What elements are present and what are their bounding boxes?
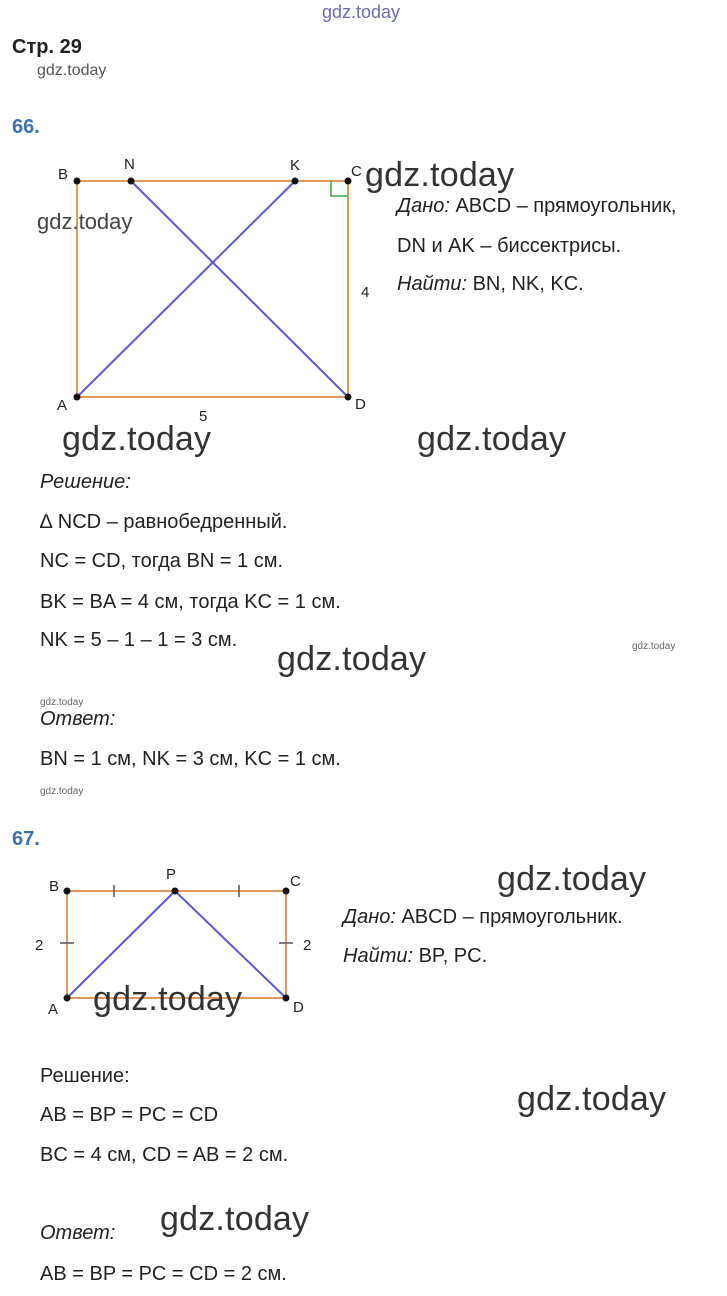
point-p	[172, 888, 179, 895]
problem-66-solution-label: Решение:	[40, 471, 131, 493]
point-a	[74, 394, 81, 401]
label-n: N	[124, 156, 135, 173]
watermark: gdz.today	[417, 420, 567, 458]
watermark: gdz.today	[37, 62, 107, 79]
problem-66-number: 66.	[12, 116, 40, 138]
label-c: C	[290, 873, 301, 890]
find-label: Найти:	[343, 945, 414, 967]
side-label-cd: 4	[361, 284, 370, 301]
watermark: gdz.today	[37, 209, 133, 234]
label-b: B	[49, 878, 60, 895]
point-b	[64, 888, 71, 895]
watermark: gdz.today	[160, 1200, 310, 1238]
given-label: Дано:	[397, 195, 450, 217]
point-b	[74, 178, 81, 185]
label-p: P	[166, 866, 177, 883]
problem-67-answer: AB = BP = PC = CD = 2 см.	[40, 1263, 287, 1285]
watermark: gdz.today	[62, 420, 212, 458]
problem-67-number: 67.	[12, 828, 40, 850]
problem-66-answer: BN = 1 см, NK = 3 см, KC = 1 см.	[40, 748, 341, 770]
point-c	[283, 888, 290, 895]
watermark: gdz.today	[277, 640, 427, 678]
watermark-top: gdz.today	[322, 2, 401, 22]
watermark: gdz.today	[40, 786, 84, 797]
watermark: gdz.today	[40, 697, 84, 708]
watermark: gdz.today	[632, 641, 676, 652]
watermark: gdz.today	[93, 980, 243, 1018]
label-c: C	[351, 163, 362, 180]
problem-66-answer-label: Ответ:	[40, 708, 116, 730]
point-k	[292, 178, 299, 185]
solution-line: AB = BP = PC = CD	[40, 1104, 219, 1126]
problem-66-find: Найти: BN, NK, KC.	[397, 273, 584, 295]
point-a	[64, 995, 71, 1002]
label-b: B	[58, 166, 69, 183]
label-k: K	[290, 157, 301, 174]
bisector-dn	[131, 181, 348, 397]
watermark: gdz.today	[517, 1080, 667, 1118]
side-label-ab: 2	[35, 937, 44, 954]
find-label: Найти:	[397, 273, 468, 295]
watermark: gdz.today	[365, 156, 515, 194]
problem-67-solution-label: Решение:	[40, 1065, 130, 1087]
problem-66-given-1: Дано: ABCD – прямоугольник,	[397, 195, 677, 217]
solution-line: NK = 5 – 1 – 1 = 3 см.	[40, 629, 238, 651]
point-d	[345, 394, 352, 401]
problem-67-given: Дано: ABCD – прямоугольник.	[343, 906, 623, 928]
label-a: A	[48, 1001, 59, 1018]
solution-line: BK = BA = 4 см, тогда KC = 1 см.	[40, 591, 341, 613]
given-label: Дано:	[343, 906, 396, 928]
problem-67-find: Найти: BP, PC.	[343, 945, 488, 967]
label-a: A	[57, 397, 68, 414]
point-n	[128, 178, 135, 185]
label-d: D	[293, 999, 304, 1016]
solution-line: NC = CD, тогда BN = 1 см.	[40, 550, 284, 572]
problem-66-given-2: DN и AK – биссектрисы.	[397, 235, 622, 257]
side-label-ad: 5	[199, 408, 208, 425]
point-d	[283, 995, 290, 1002]
solution-line: BC = 4 см, CD = AB = 2 см.	[40, 1144, 289, 1166]
problem-67-answer-label: Ответ:	[40, 1222, 116, 1244]
page-title: Стр. 29	[12, 36, 82, 58]
solution-line: ∆ NCD – равнобедренный.	[40, 511, 288, 533]
watermark: gdz.today	[497, 860, 647, 898]
side-label-cd: 2	[303, 937, 312, 954]
label-d: D	[355, 396, 366, 413]
